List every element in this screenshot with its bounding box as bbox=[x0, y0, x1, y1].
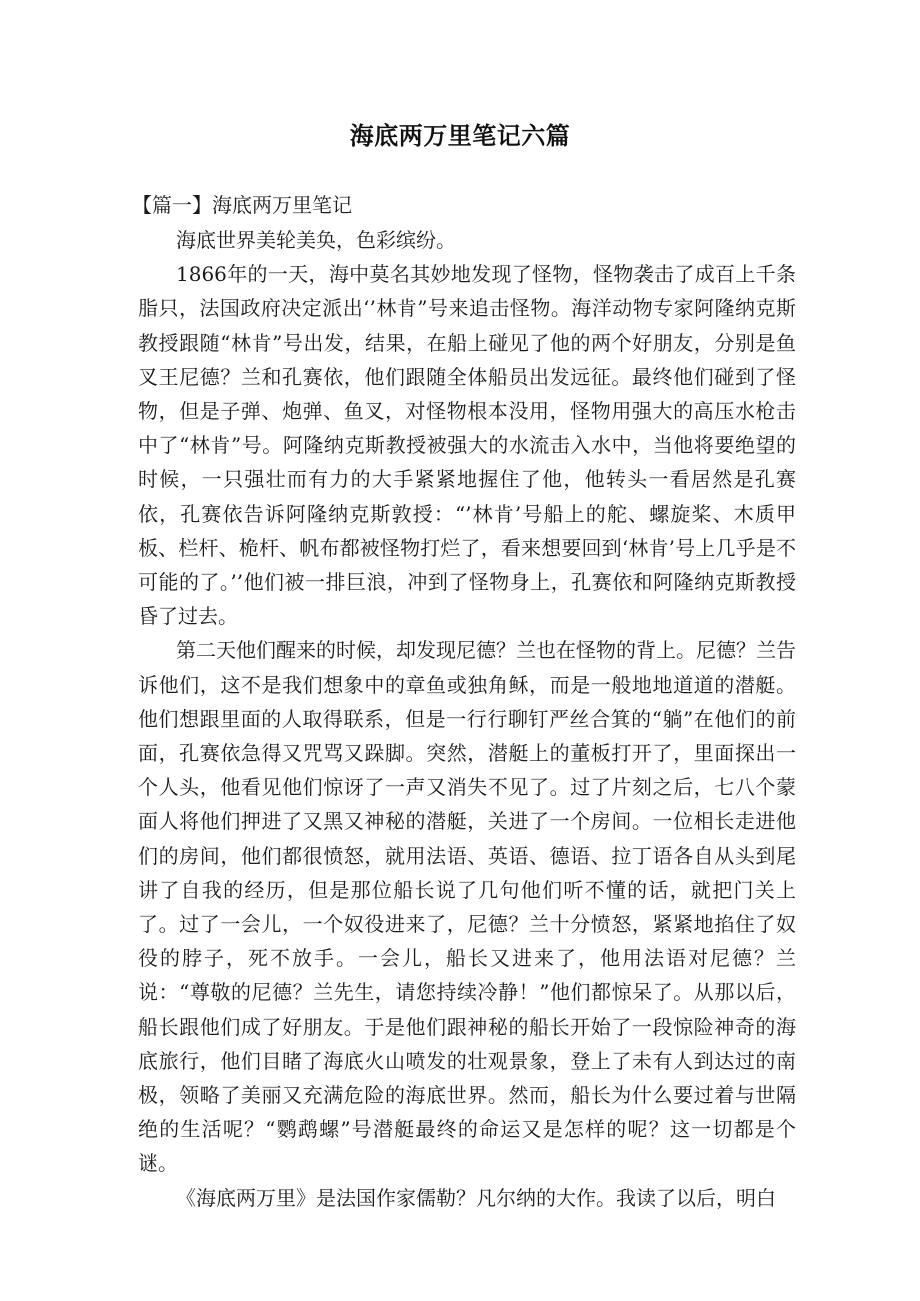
paragraph-1866: 1866年的一天，海中莫名其妙地发现了怪物，怪物袭击了成百上千条脂只，法国政府决定派出‘’林肯”号来追击怪物。海洋动物专家阿隆纳克斯教授跟随“林肯”号出发，结果，在船上碰见了他的两个好朋友，分别是鱼叉王尼德？兰和孔赛依，他们跟随全体船员出发远征。最终他们碰到了怪物，但是子弹、炮弹、鱼叉，对怪物根本没用，怪物用强大的高压水枪击中了“林肯”号。阿隆纳克斯教授被强大的水流击入水中，当他将要绝望的时候，一只强壮而有力的大手紧紧地握住了他，他转头一看居然是孔赛依，孔赛依告诉阿隆纳克斯敦授：“’林肯’号船上的舵、螺旋桨、木质甲板、栏杆、桅杆、帆布都被怪物打烂了，看来想要回到‘林肯’号上几乎是不可能的了。’’他们被一排巨浪，冲到了怪物身上，孔赛依和阿隆纳克斯教授昏了过去。 bbox=[138, 262, 796, 629]
document-body bbox=[132, 188, 796, 1215]
paragraph-intro: 海底世界美轮美奂，色彩缤纷。 bbox=[176, 228, 456, 252]
document-title: 海底两万里笔记六篇 bbox=[349, 122, 571, 150]
paragraph-book-intro: 《海底两万里》是法国作家儒勒？凡尔纳的大作。我读了以后，明白 bbox=[176, 1185, 776, 1210]
section-heading: 【篇一】海底两万里笔记 bbox=[132, 193, 352, 217]
paragraph-second-day: 第二天他们醒来的时候，却发现尼德？兰也在怪物的背上。尼德？兰告诉他们，这不是我们想象中的章鱼或独角稣，而是一般地地道道的潜艇。他们想跟里面的人取得联系，但是一行行聊钉严丝合箕的“躺”在他们的前面，孔赛依急得又咒骂又跺脚。突然，潜艇上的董板打开了，里面探出一个人头，他看见他们惊讶了一声又消失不见了。过了片刻之后，七八个蒙面人将他们押进了又黑又神秘的潜艇，关进了一个房间。一位相长走进他们的房间，他们都很愤怒，就用法语、英语、德语、拉丁语各自从头到尾讲了自我的经历，但是那位船长说了几句他们听不懂的话，就把门关上了。过了一会儿，一个奴役进来了，尼德？兰十分愤怒，紧紧地掐住了奴役的脖子，死不放手。一会儿，船长又进来了，他用法语对尼德？兰说：“尊敬的尼德？兰先生，请您持续冷静！”他们都惊呆了。从那以后，船长跟他们成了好朋友。于是他们跟神秘的船长开始了一段惊险神奇的海底旅行，他们目睹了海底火山喷发的壮观景象，登上了未有人到达过的南极，领略了美丽又充满危险的海底世界。然而，船长为什么要过着与世隔绝的生活呢？“鹦鹉螺”号潜艇最终的命运又是怎样的呢？这一切都是个谜。 bbox=[138, 638, 796, 1176]
